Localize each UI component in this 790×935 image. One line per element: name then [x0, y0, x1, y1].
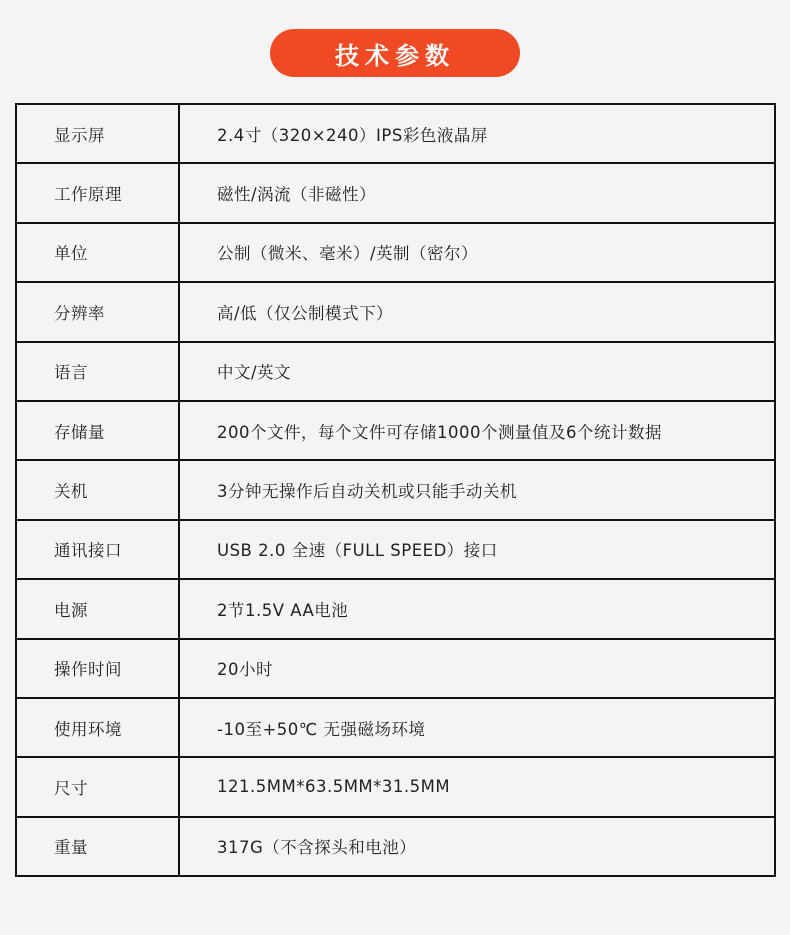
- table-row: [16, 817, 775, 876]
- section-title: 技术参数: [270, 29, 520, 77]
- spec-value: 2.4寸（320×240）IPS彩色液晶屏: [179, 104, 775, 163]
- spec-label: 电源: [16, 579, 179, 638]
- table-row: [16, 757, 775, 816]
- spec-label: 操作时间: [16, 639, 179, 698]
- spec-table: [15, 103, 776, 877]
- spec-label: 语言: [16, 342, 179, 401]
- table-row: [16, 698, 775, 757]
- spec-label: 尺寸: [16, 757, 179, 816]
- spec-label: 单位: [16, 223, 179, 282]
- spec-label: 显示屏: [16, 104, 179, 163]
- spec-value: USB 2.0 全速（FULL SPEED）接口: [179, 520, 775, 579]
- table-row: [16, 342, 775, 401]
- table-row: [16, 639, 775, 698]
- spec-value: 公制（微米、毫米）/英制（密尔）: [179, 223, 775, 282]
- spec-value: -10至+50℃ 无强磁场环境: [179, 698, 775, 757]
- spec-label: 使用环境: [16, 698, 179, 757]
- spec-label: 存储量: [16, 401, 179, 460]
- table-row: [16, 163, 775, 222]
- table-row: [16, 579, 775, 638]
- spec-value: 121.5MM*63.5MM*31.5MM: [179, 757, 775, 816]
- spec-value: 2节1.5V AA电池: [179, 579, 775, 638]
- spec-value: 中文/英文: [179, 342, 775, 401]
- spec-label: 分辨率: [16, 282, 179, 341]
- table-row: [16, 104, 775, 163]
- table-row: [16, 520, 775, 579]
- spec-value: 3分钟无操作后自动关机或只能手动关机: [179, 460, 775, 519]
- spec-value: 20小时: [179, 639, 775, 698]
- spec-value: 317G（不含探头和电池）: [179, 817, 775, 876]
- table-row: [16, 401, 775, 460]
- spec-value: 200个文件，每个文件可存储1000个测量值及6个统计数据: [179, 401, 775, 460]
- spec-label: 工作原理: [16, 163, 179, 222]
- spec-label: 关机: [16, 460, 179, 519]
- spec-label: 重量: [16, 817, 179, 876]
- spec-value: 高/低（仅公制模式下）: [179, 282, 775, 341]
- table-row: [16, 460, 775, 519]
- table-row: [16, 282, 775, 341]
- table-row: [16, 223, 775, 282]
- spec-label: 通讯接口: [16, 520, 179, 579]
- spec-value: 磁性/涡流（非磁性）: [179, 163, 775, 222]
